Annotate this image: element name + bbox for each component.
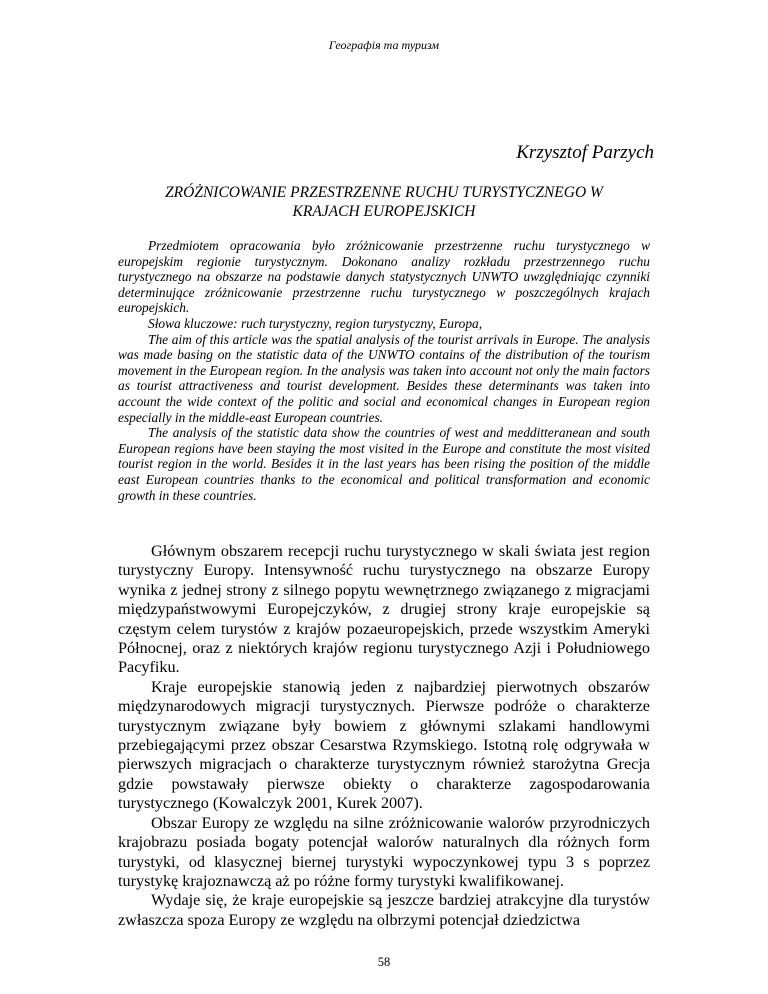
keywords: Słowa kluczowe: ruch turystyczny, region turystyczny, Europa,: [148, 315, 483, 331]
body-text: [118, 542, 650, 930]
abstract: [118, 238, 650, 503]
running-header: Географія та туризм: [328, 38, 440, 52]
article-title: [140, 183, 628, 221]
body-paragraph: Obszar Europy ze względu na silne zróżnicowanie walorów przyrodniczych krajobrazu posiada bogaty potencjał walorów naturalnych dla różnych form turystyki, od klasycznej biernej turystyki wypoczynkowej typu 3 s poprzez turystykę krajoznawczą aż po różne formy turystyki kwalifikowanej.: [118, 813, 650, 890]
abstract-english-1: The aim of this article was the spatial analysis of the tourist arrivals in Europe. The analysis was made basing on the statistic data of the UNWTO contains of the distribution of the tourism movement in the European region. In the analysis was taken into account not only the main factors as tourist attractiveness and tourist development. Besides these determinants was taken into account the wide context of the politic and social and economical changes in European region especially in the middle-east European countries.: [118, 331, 650, 425]
page-number: 58: [377, 955, 391, 969]
title-line: KRAJACH EUROPEJSKICH: [292, 203, 476, 220]
title-line: ZRÓŻNICOWANIE PRZESTRZENNE RUCHU TURYSTYCZNEGO W: [165, 184, 603, 201]
body-paragraph: Głównym obszarem recepcji ruchu turystycznego w skali świata jest region turystyczny Europy. Intensywność ruchu turystycznego na obszarze Europy wynika z jednej strony z silnego popytu wewnętrznego związanego z migracjami międzypaństwowymi Europejczyków, z drugiej strony kraje europejskie są częstym celem turystów z krajów pozaeuropejskich, przede wszystkim Ameryki Północnej, oraz z niektórych krajów regionu turystycznego Azji i Południowego Pacyfiku.: [118, 542, 650, 677]
abstract-polish: Przedmiotem opracowania było zróżnicowanie przestrzenne ruchu turystycznego w europejskim regionie turystycznym. Dokonano analizy rozkładu przestrzennego ruchu turystycznego na obszarze na podstawie danych statystycznych UNWTO uwzględniając czynniki determinujące zróżnicowanie przestrzenne ruchu turystycznego w poszczególnych krajach europejskich.: [118, 238, 650, 316]
body-paragraph: Kraje europejskie stanowią jeden z najbardziej pierwotnych obszarów międzynarodowych migracji turystycznych. Pierwsze podróże o charakterze turystycznym związane były bowiem z głównymi szlakami handlowymi przebiegającymi przez obszar Cesarstwa Rzymskiego. Istotną rolę odgrywała w pierwszych migracjach o charakterze turystycznym również starożytna Grecja gdzie powstawały pierwsze obiekty o charakterze zagospodarowania turystycznego (Kowalczyk 2001, Kurek 2007).: [118, 677, 650, 813]
body-paragraph: Wydaje się, że kraje europejskie są jeszcze bardziej atrakcyjne dla turystów zwłaszcza spoza Europy ze względu na olbrzymi potencjał dziedzictwa: [118, 891, 650, 929]
abstract-english-2: The analysis of the statistic data show the countries of west and medditteranean and south European regions have been staying the most visited in the Europe and constitute the most visited tourist region in the world. Besides it in the last years has been rising the position of the middle east European countries thanks to the economical and political transformation and economic growth in these countries.: [118, 425, 650, 503]
author-name: Krzysztof Parzych: [516, 142, 654, 163]
